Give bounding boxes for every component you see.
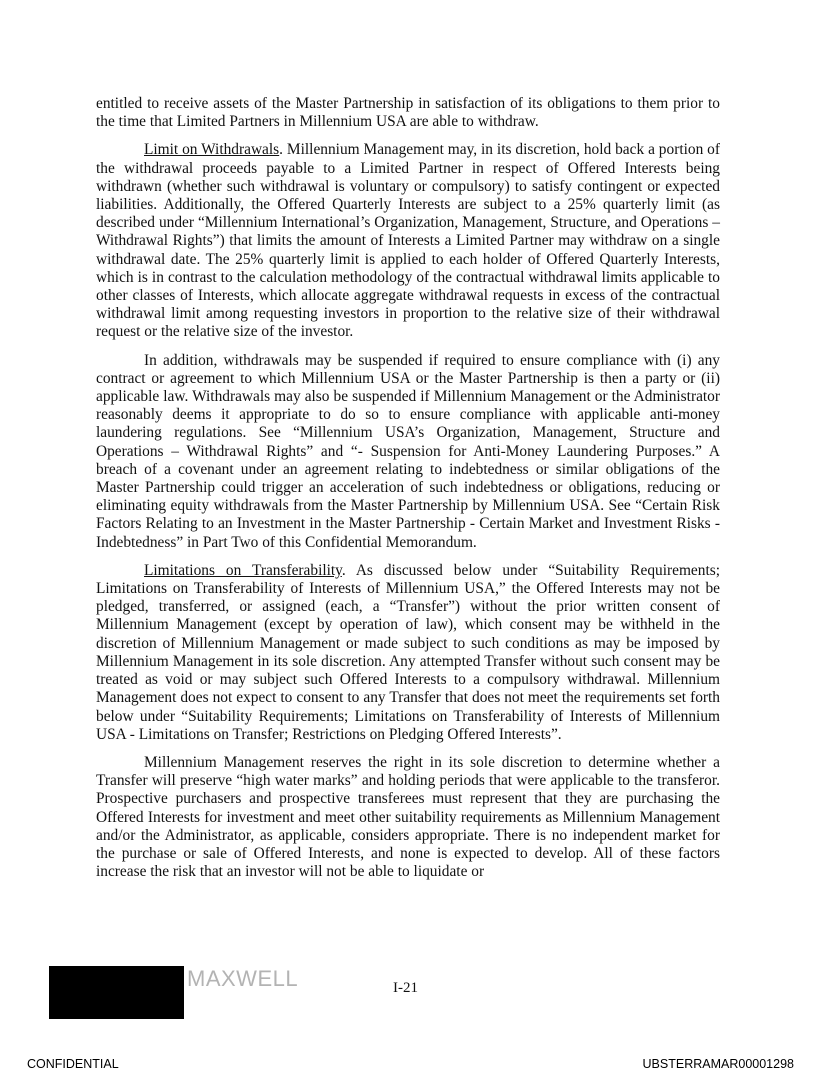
heading-limitations-on-transferability: Limitations on Transferability [144, 561, 342, 579]
heading-limit-on-withdrawals: Limit on Withdrawals [144, 141, 280, 159]
bates-number: UBSTERRAMAR00001298 [642, 1057, 794, 1071]
redaction-box [49, 966, 184, 1019]
paragraph-text: . Millennium Management may, in its discretion, hold back a portion of the withdrawal proceeds payable to a Limited Partner in respect of Offered Interests being withdrawn (whether such withdrawal is voluntary or compulsory) to satisfy contingent or expected liabilities. Additionally, the Offered Quarterly Interests are subject to a 25% quarterly limit (as described under “Millennium International’s Organization, Management, Structure, and Operations – Withdrawal Rights”) that limits the amount of Interests a Limited Partner may withdraw on a single withdrawal date. The 25% quarterly limit is applied to each holder of Offered Quarterly Interests, which is in contrast to the calculation methodology of the contractual withdrawal limits applicable to other classes of Interests, which allocate aggregate withdrawal requests in excess of the contractual withdrawal limit among requesting investors in proportion to the relative size of their withdrawal request or the relative size of the investor. [96, 141, 720, 341]
document-body [96, 95, 720, 891]
paragraph-limit-on-withdrawals [96, 141, 720, 341]
page-number: I-21 [393, 980, 418, 996]
paragraph-text: . As discussed below under “Suitability Requirements; Limitations on Transferability of Interests of Millennium USA,” the Offered Interests may not be pledged, transferred, or assigned (each, a “Transfer”) without the prior written consent of Millennium Management (except by operation of law), which consent may be withheld in the discretion of Millennium Management or made subject to such conditions as may be imposed by Millennium Management in its sole discretion. Any attempted Transfer without such consent may be treated as void or may subject such Offered Interests to a compulsory withdrawal. Millennium Management does not expect to consent to any Transfer that does not meet the requirements set forth below under “Suitability Requirements; Limitations on Transferability of Interests of Millennium USA - Limitations on Transfer; Restrictions on Pledging Offered Interests”. [96, 561, 720, 743]
maxwell-stamp: MAXWELL [187, 966, 299, 991]
paragraph-limitations-on-transferability [96, 562, 720, 744]
confidential-label: CONFIDENTIAL [27, 1057, 119, 1071]
paragraph-suspension: In addition, withdrawals may be suspended if required to ensure compliance with (i) any contract or agreement to which Millennium USA or the Master Partnership is then a party or (ii) applicable law. Withdrawals may also be suspended if Millennium Management or the Administrator reasonably deems it appropriate to do so to ensure compliance with applicable anti-money laundering regulations. See “Millennium USA’s Organization, Management, Structure and Operations – Withdrawal Rights” and “- Suspension for Anti-Money Laundering Purposes.” A breach of a covenant under an agreement relating to indebtedness or similar obligations of the Master Partnership could trigger an acceleration of such indebtedness or obligations, reducing or eliminating equity withdrawals from the Master Partnership by Millennium USA. See “Certain Risk Factors Relating to an Investment in the Master Partnership - Certain Market and Investment Risks - Indebtedness” in Part Two of this Confidential Memorandum. [96, 351, 720, 551]
paragraph-transfer-discretion: Millennium Management reserves the right in its sole discretion to determine whether a Transfer will preserve “high water marks” and holding periods that were applicable to the transferor. Prospective purchasers and prospective transferees must represent that they are purchasing the Offered Interests for investment and meet other suitability requirements as Millennium Management and/or the Administrator, as applicable, considers appropriate. There is no independent market for the purchase or sale of Offered Interests, and none is expected to develop. All of these factors increase the risk that an investor will not be able to liquidate or [96, 753, 720, 881]
paragraph-continuation: entitled to receive assets of the Master Partnership in satisfaction of its obligations to them prior to the time that Limited Partners in Millennium USA are able to withdraw. [96, 95, 720, 131]
